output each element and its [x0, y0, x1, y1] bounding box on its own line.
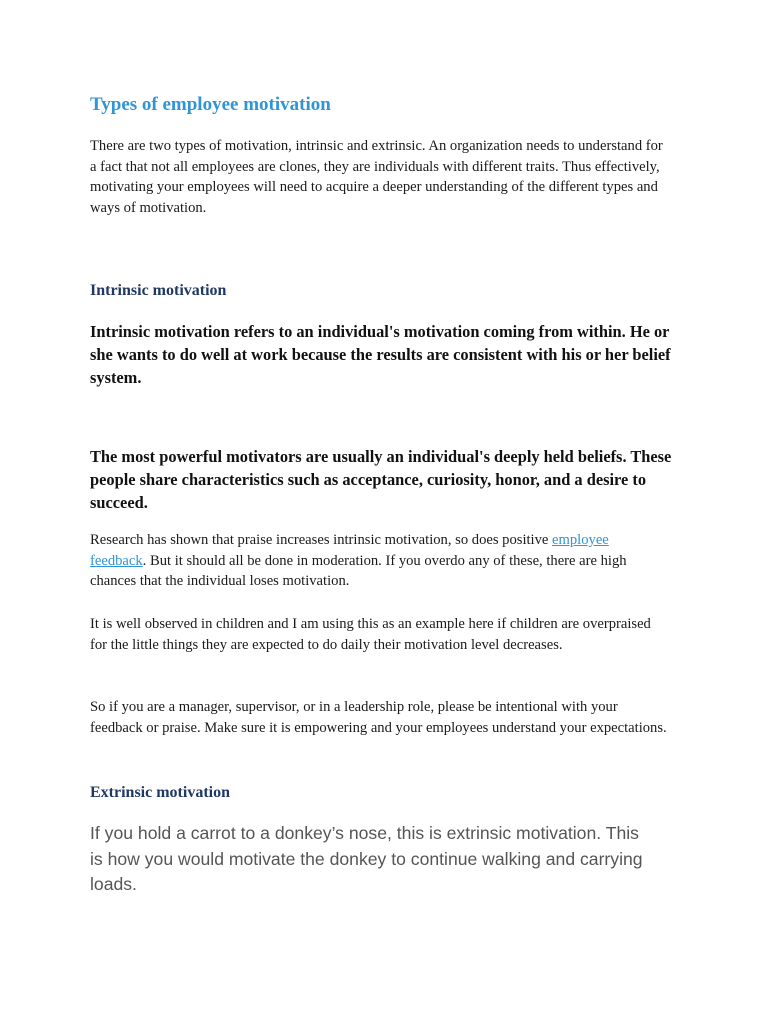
- children-paragraph: It is well observed in children and I am using this as an example here if children are overpraised for the little things they are expected to do daily their motivation level decreases.: [90, 616, 651, 653]
- research-text-after: . But it should all be done in moderation. If you overdo any of these, there are high chances that the individual loses motivation.: [90, 552, 627, 589]
- extrinsic-heading: Extrinsic motivation: [90, 784, 230, 801]
- motivators-paragraph: The most powerful motivators are usually an individual's deeply held beliefs. These people share characteristics such as acceptance, curiosity, honor, and a desire to succeed.: [90, 447, 672, 512]
- research-text-before: Research has shown that praise increases intrinsic motivation, so does positive: [90, 532, 553, 548]
- research-paragraph: [90, 530, 664, 592]
- intrinsic-heading: Intrinsic motivation: [90, 282, 227, 299]
- manager-paragraph: So if you are a manager, supervisor, or in a leadership role, please be intentional with your feedback or praise. Make sure it is empowering and your employees understand your expectations.: [90, 699, 667, 736]
- employee-feedback-link[interactable]: employee feedback: [90, 532, 609, 569]
- page-title: Types of employee motivation: [90, 94, 331, 115]
- extrinsic-carrot-paragraph: If you hold a carrot to a donkey’s nose, this is extrinsic motivation. This is how you would motivate the donkey to continue walking and carrying loads.: [90, 823, 643, 894]
- intro-paragraph: There are two types of motivation, intrinsic and extrinsic. An organization needs to understand for a fact that not all employees are clones, they are individuals with different traits. Thus effectively, motivating your employees will need to acquire a deeper understanding of the different types and ways of motivation.: [90, 138, 663, 216]
- intrinsic-definition-paragraph: Intrinsic motivation refers to an individual's motivation coming from within. He or she wants to do well at work because the results are consistent with his or her belief system.: [90, 322, 671, 387]
